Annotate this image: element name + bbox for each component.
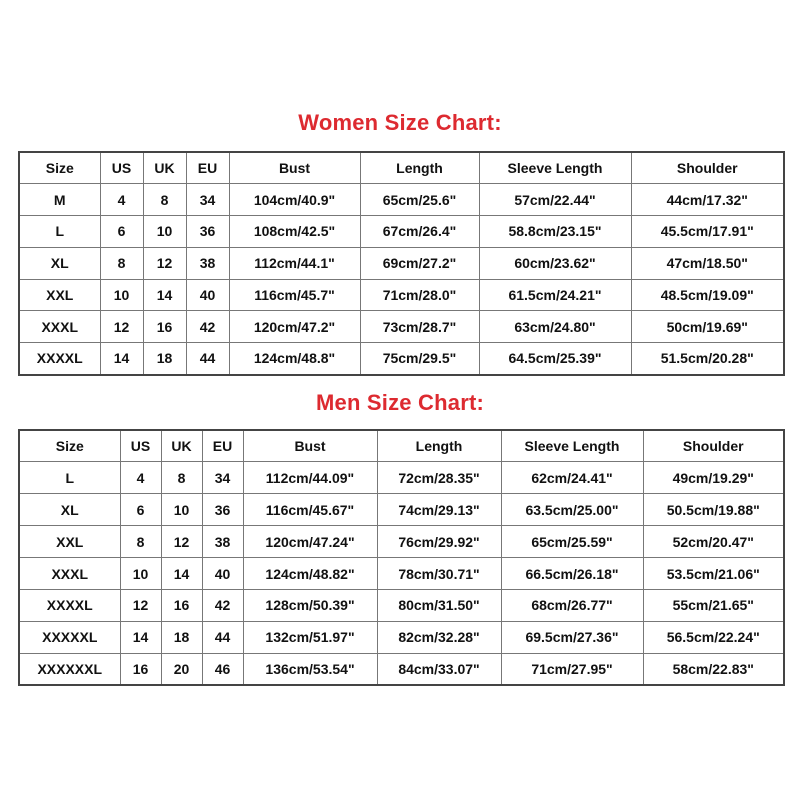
cell-size: XL [19,247,100,279]
cell-shoulder: 51.5cm/20.28" [631,343,784,375]
cell-eu: 44 [202,621,243,653]
cell-bust: 120cm/47.24" [243,526,377,558]
cell-sleeve-length: 62cm/24.41" [501,462,643,494]
women-size-table [18,151,785,376]
cell-shoulder: 56.5cm/22.24" [643,621,784,653]
cell-sleeve-length: 61.5cm/24.21" [479,279,631,311]
cell-bust: 112cm/44.09" [243,462,377,494]
cell-length: 72cm/28.35" [377,462,501,494]
cell-length: 74cm/29.13" [377,494,501,526]
cell-length: 73cm/28.7" [360,311,479,343]
cell-eu: 40 [186,279,229,311]
header-uk: UK [143,152,186,184]
cell-uk: 12 [161,526,202,558]
cell-us: 16 [120,653,161,685]
cell-shoulder: 50cm/19.69" [631,311,784,343]
table-row [19,216,784,248]
cell-length: 69cm/27.2" [360,247,479,279]
cell-shoulder: 45.5cm/17.91" [631,216,784,248]
cell-size: XXXXXXL [19,653,120,685]
cell-us: 14 [120,621,161,653]
cell-bust: 124cm/48.8" [229,343,360,375]
cell-us: 6 [100,216,143,248]
table-row [19,184,784,216]
cell-uk: 8 [143,184,186,216]
cell-us: 12 [120,589,161,621]
cell-us: 10 [100,279,143,311]
header-size: Size [19,152,100,184]
table-row [19,526,784,558]
cell-eu: 34 [202,462,243,494]
cell-us: 8 [100,247,143,279]
cell-sleeve-length: 60cm/23.62" [479,247,631,279]
table-row [19,589,784,621]
cell-bust: 132cm/51.97" [243,621,377,653]
cell-length: 82cm/32.28" [377,621,501,653]
table-row [19,494,784,526]
cell-uk: 18 [143,343,186,375]
cell-length: 75cm/29.5" [360,343,479,375]
cell-length: 67cm/26.4" [360,216,479,248]
cell-uk: 20 [161,653,202,685]
cell-bust: 120cm/47.2" [229,311,360,343]
header-uk: UK [161,430,202,462]
cell-sleeve-length: 71cm/27.95" [501,653,643,685]
cell-uk: 14 [143,279,186,311]
men-table-body [19,462,784,685]
cell-eu: 44 [186,343,229,375]
cell-us: 10 [120,558,161,590]
cell-eu: 46 [202,653,243,685]
cell-uk: 16 [143,311,186,343]
cell-eu: 40 [202,558,243,590]
cell-us: 6 [120,494,161,526]
cell-eu: 36 [186,216,229,248]
cell-size: XXXL [19,311,100,343]
table-row [19,343,784,375]
table-row [19,279,784,311]
cell-shoulder: 55cm/21.65" [643,589,784,621]
header-us: US [100,152,143,184]
cell-us: 12 [100,311,143,343]
cell-sleeve-length: 68cm/26.77" [501,589,643,621]
cell-size: XXXL [19,558,120,590]
table-row [19,558,784,590]
header-shoulder: Shoulder [631,152,784,184]
table-row [19,653,784,685]
cell-shoulder: 50.5cm/19.88" [643,494,784,526]
cell-bust: 128cm/50.39" [243,589,377,621]
cell-uk: 18 [161,621,202,653]
men-size-chart-title: Men Size Chart: [315,390,485,415]
cell-bust: 136cm/53.54" [243,653,377,685]
cell-sleeve-length: 63cm/24.80" [479,311,631,343]
cell-length: 80cm/31.50" [377,589,501,621]
cell-us: 4 [120,462,161,494]
header-sleeve-length: Sleeve Length [501,430,643,462]
cell-uk: 16 [161,589,202,621]
table-row [19,247,784,279]
cell-uk: 8 [161,462,202,494]
cell-size: M [19,184,100,216]
cell-shoulder: 47cm/18.50" [631,247,784,279]
cell-eu: 36 [202,494,243,526]
cell-size: XXL [19,279,100,311]
header-size: Size [19,430,120,462]
header-us: US [120,430,161,462]
header-bust: Bust [229,152,360,184]
cell-sleeve-length: 65cm/25.59" [501,526,643,558]
cell-size: XXXXXL [19,621,120,653]
cell-us: 14 [100,343,143,375]
cell-size: XL [19,494,120,526]
table-header-row [19,430,784,462]
women-table-body [19,184,784,375]
cell-shoulder: 53.5cm/21.06" [643,558,784,590]
cell-shoulder: 44cm/17.32" [631,184,784,216]
header-length: Length [377,430,501,462]
cell-shoulder: 49cm/19.29" [643,462,784,494]
cell-eu: 38 [186,247,229,279]
cell-bust: 104cm/40.9" [229,184,360,216]
cell-sleeve-length: 66.5cm/26.18" [501,558,643,590]
cell-uk: 10 [143,216,186,248]
cell-length: 78cm/30.71" [377,558,501,590]
cell-uk: 10 [161,494,202,526]
cell-eu: 34 [186,184,229,216]
cell-sleeve-length: 58.8cm/23.15" [479,216,631,248]
cell-sleeve-length: 69.5cm/27.36" [501,621,643,653]
table-header-row [19,152,784,184]
cell-us: 8 [120,526,161,558]
cell-bust: 124cm/48.82" [243,558,377,590]
cell-eu: 38 [202,526,243,558]
header-bust: Bust [243,430,377,462]
cell-bust: 108cm/42.5" [229,216,360,248]
cell-sleeve-length: 57cm/22.44" [479,184,631,216]
men-size-table [18,429,785,686]
table-row [19,311,784,343]
header-length: Length [360,152,479,184]
cell-length: 76cm/29.92" [377,526,501,558]
header-shoulder: Shoulder [643,430,784,462]
cell-length: 84cm/33.07" [377,653,501,685]
cell-eu: 42 [186,311,229,343]
cell-size: XXXXL [19,343,100,375]
header-sleeve-length: Sleeve Length [479,152,631,184]
cell-size: L [19,216,100,248]
cell-uk: 12 [143,247,186,279]
cell-length: 65cm/25.6" [360,184,479,216]
cell-shoulder: 58cm/22.83" [643,653,784,685]
cell-uk: 14 [161,558,202,590]
cell-sleeve-length: 63.5cm/25.00" [501,494,643,526]
cell-size: XXL [19,526,120,558]
cell-shoulder: 48.5cm/19.09" [631,279,784,311]
cell-us: 4 [100,184,143,216]
cell-length: 71cm/28.0" [360,279,479,311]
header-eu: EU [202,430,243,462]
cell-size: L [19,462,120,494]
cell-sleeve-length: 64.5cm/25.39" [479,343,631,375]
cell-size: XXXXL [19,589,120,621]
cell-bust: 112cm/44.1" [229,247,360,279]
header-eu: EU [186,152,229,184]
table-row [19,621,784,653]
cell-shoulder: 52cm/20.47" [643,526,784,558]
table-row [19,462,784,494]
women-size-chart-title: Women Size Chart: [298,110,502,135]
cell-bust: 116cm/45.7" [229,279,360,311]
cell-bust: 116cm/45.67" [243,494,377,526]
cell-eu: 42 [202,589,243,621]
